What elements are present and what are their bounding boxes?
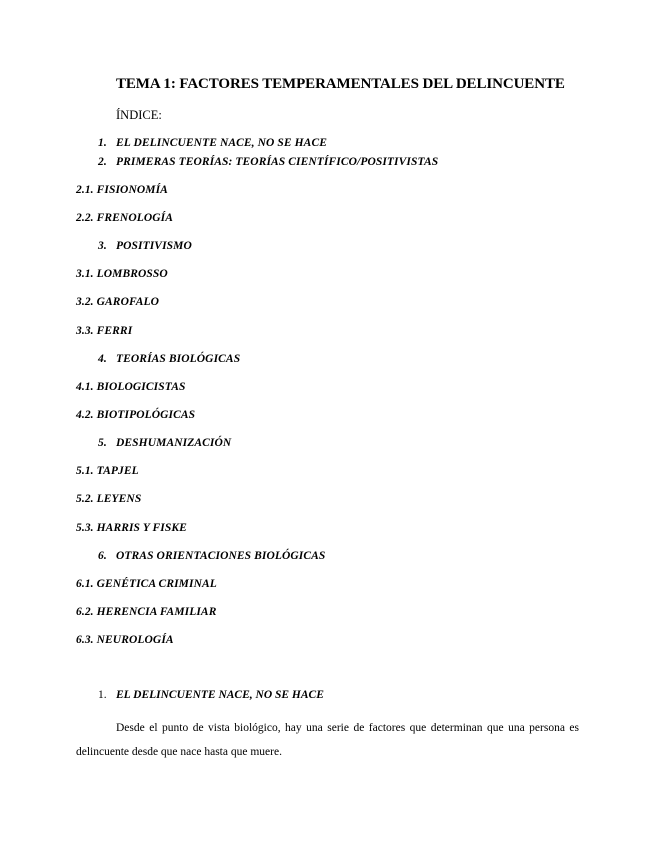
- toc-subitem: 5.3. HARRIS Y FISKE: [76, 522, 187, 534]
- toc-subitem: 5.1. TAPJEL: [76, 465, 139, 477]
- toc-subitem: 4.2. BIOTIPOLÓGICAS: [76, 409, 196, 421]
- toc-item-label: EL DELINCUENTE NACE, NO SE HACE: [116, 137, 327, 149]
- toc-subitem: 6.1. GENÉTICA CRIMINAL: [76, 578, 217, 590]
- toc-subitem: 2.1. FISIONOMÍA: [76, 184, 168, 196]
- document-title: TEMA 1: FACTORES TEMPERAMENTALES DEL DELINCUENTE: [116, 76, 565, 92]
- toc-item-number: 6.: [98, 550, 107, 562]
- toc-item: [98, 240, 192, 252]
- toc-item: [98, 353, 240, 365]
- toc-subitem: 6.3. NEUROLOGÍA: [76, 634, 174, 646]
- toc-subitem: 5.2. LEYENS: [76, 493, 142, 505]
- section-number: 1.: [98, 689, 107, 701]
- section-heading: [98, 689, 324, 701]
- toc-subitem: 6.2. HERENCIA FAMILIAR: [76, 606, 217, 618]
- toc-item: [98, 156, 438, 168]
- toc-item-label: PRIMERAS TEORÍAS: TEORÍAS CIENTÍFICO/POSITIVISTAS: [116, 156, 439, 168]
- toc-item-label: POSITIVISMO: [116, 240, 192, 252]
- toc-item-label: DESHUMANIZACIÓN: [116, 437, 232, 449]
- toc-subitem: 3.3. FERRI: [76, 325, 133, 337]
- section-paragraph: Desde el punto de vista biológico, hay una serie de factores que determinan que una persona es delincuente desde que nace hasta que muere.: [76, 722, 579, 758]
- toc-item-number: 3.: [98, 240, 107, 252]
- toc-item: [98, 550, 325, 562]
- toc-item-label: TEORÍAS BIOLÓGICAS: [116, 353, 241, 365]
- toc-item-number: 1.: [98, 137, 107, 149]
- toc-item-number: 2.: [98, 156, 107, 168]
- toc-item-label: OTRAS ORIENTACIONES BIOLÓGICAS: [116, 550, 326, 562]
- toc-subitem: 3.1. LOMBROSSO: [76, 268, 168, 280]
- toc-subitem: 2.2. FRENOLOGÍA: [76, 212, 174, 224]
- toc-subitem: 3.2. GAROFALO: [76, 296, 159, 308]
- toc-item-number: 4.: [98, 353, 107, 365]
- section-heading-label: EL DELINCUENTE NACE, NO SE HACE: [116, 689, 324, 701]
- toc-item: [98, 437, 231, 449]
- toc-subitem: 4.1. BIOLOGICISTAS: [76, 381, 186, 393]
- toc-item: [98, 137, 327, 149]
- toc-item-number: 5.: [98, 437, 107, 449]
- index-label: ÍNDICE:: [116, 108, 162, 122]
